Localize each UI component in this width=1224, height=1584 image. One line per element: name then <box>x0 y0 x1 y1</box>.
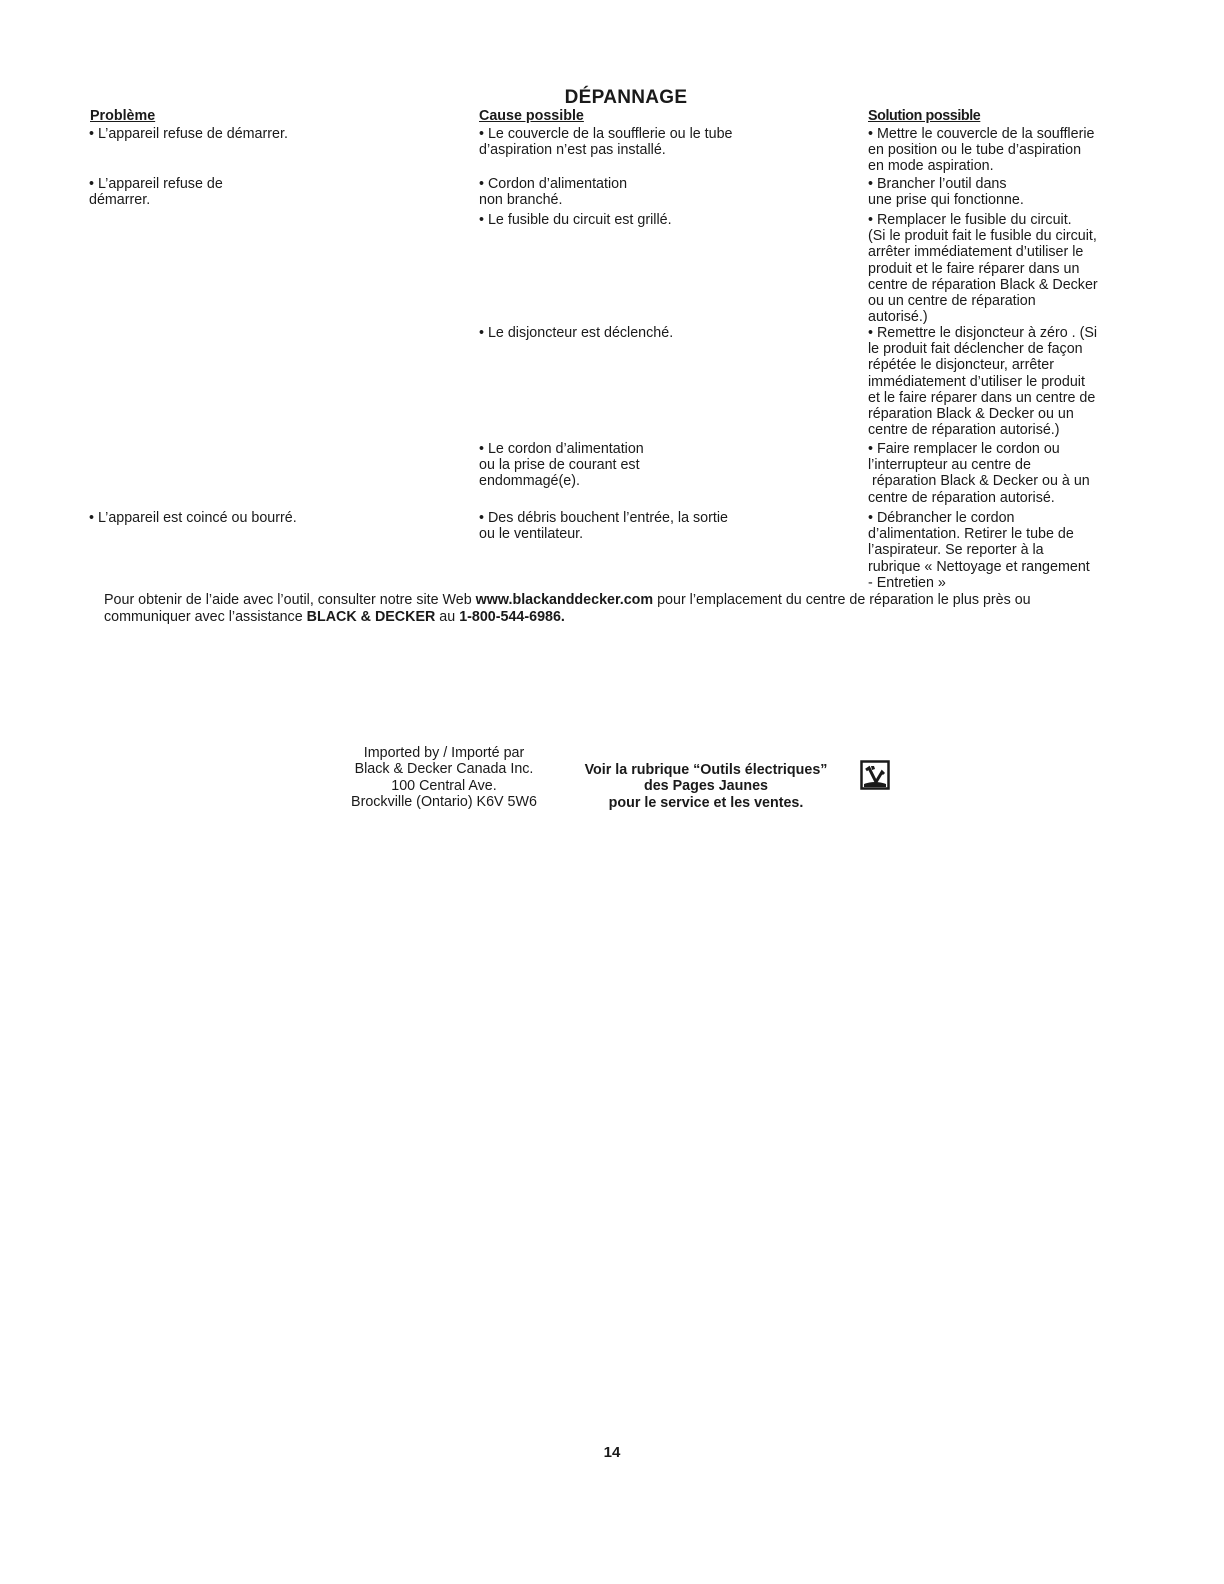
phone-number: 1-800-544-6986. <box>459 609 565 625</box>
cause-1: • Le couvercle de la soufflerie ou le tube d’aspiration n’est pas installé. <box>479 126 733 159</box>
importer-address <box>326 745 562 811</box>
importer-line-2: Black & Decker Canada Inc. <box>354 761 534 778</box>
brand-name: BLACK & DECKER <box>306 609 436 625</box>
problem-6: • L’appareil est coincé ou bourré. <box>89 510 297 526</box>
solution-6: • Débrancher le cordon d’alimentation. Retirer le tube de l’aspirateur. Se reporter à la rubrique « Nettoyage et rangement - Entretien » <box>868 510 1090 591</box>
cause-6: • Des débris bouchent l’entrée, la sortie ou le ventilateur. <box>479 510 728 543</box>
cause-2: • Cordon d’alimentation non branché. <box>479 176 628 209</box>
problem-1: • L’appareil refuse de démarrer. <box>89 126 288 142</box>
help-text-1: Pour obtenir de l’aide avec l’outil, consulter notre site Web <box>104 592 476 608</box>
cause-5: • Le cordon d’alimentation ou la prise de courant est endommagé(e). <box>479 441 644 490</box>
yellow-pages-line-2: des Pages Jaunes <box>644 778 768 795</box>
yellow-pages-logo-icon <box>860 760 890 790</box>
help-paragraph <box>104 592 1114 626</box>
header-cause: Cause possible <box>479 108 584 124</box>
website-link[interactable]: www.blackanddecker.com <box>475 592 654 608</box>
help-text-3: au <box>435 609 460 625</box>
yellow-pages-note <box>566 762 846 811</box>
help-text-2: pour l’emplacement du centre de réparation le plus près ou communiquer avec l’assistance <box>104 592 1031 625</box>
page-title: DÉPANNAGE <box>564 87 688 108</box>
yellow-pages-line-1: Voir la rubrique “Outils électriques” <box>584 762 828 778</box>
header-problem: Problème <box>90 108 156 124</box>
cause-4: • Le disjoncteur est déclenché. <box>479 325 674 341</box>
solution-3: • Remplacer le fusible du circuit. (Si le produit fait le fusible du circuit, arrêter immédiatement d’utiliser le produit et le faire réparer dans un centre de réparation Black & Decker ou un centre de réparation autorisé.) <box>868 212 1098 326</box>
importer-line-4: Brockville (Ontario) K6V 5W6 <box>351 794 537 811</box>
importer-line-1: Imported by / Importé par <box>363 745 525 761</box>
solution-1: • Mettre le couvercle de la soufflerie en position ou le tube d’aspiration en mode aspiration. <box>868 126 1095 175</box>
cause-3: • Le fusible du circuit est grillé. <box>479 212 672 228</box>
yellow-pages-line-3: pour le service et les ventes. <box>608 794 804 811</box>
solution-5: • Faire remplacer le cordon ou l’interrupteur au centre de réparation Black & Decker ou à un centre de réparation autorisé. <box>868 441 1090 506</box>
page-number: 14 <box>603 1444 621 1461</box>
importer-line-3: 100 Central Ave. <box>391 777 497 794</box>
solution-2: • Brancher l’outil dans une prise qui fonctionne. <box>868 176 1024 209</box>
solution-4: • Remettre le disjoncteur à zéro . (Si le produit fait déclencher de façon répétée le disjoncteur, arrêter immédiatement d’utiliser le produit et le faire réparer dans un centre de réparation Black & Decker ou un centre de réparation autorisé.) <box>868 325 1098 439</box>
header-solution: Solution possible <box>868 108 981 124</box>
problem-2: • L’appareil refuse de démarrer. <box>89 176 223 209</box>
